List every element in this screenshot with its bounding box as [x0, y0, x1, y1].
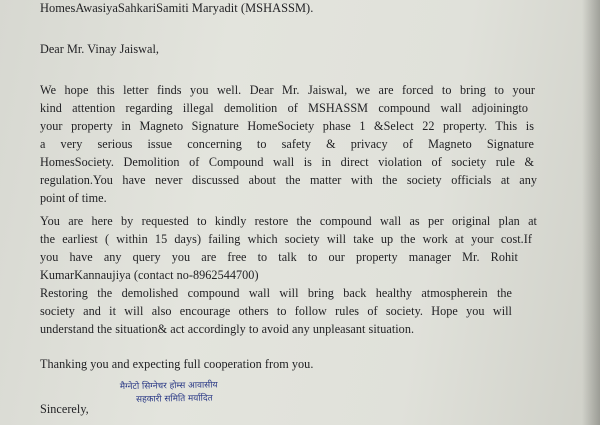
paragraph-line: your property in Magneto Signature HomeSociety phase 1 &Select 22 property. This is [40, 119, 534, 133]
sign-off: Sincerely, [40, 402, 89, 416]
paragraph-line: society and it will also encourage others to follow rules of society. Hope you will [40, 304, 512, 318]
stamp-line: सहकारी समिति मर्यादित [136, 393, 213, 405]
paragraph-line: regulation.You have never discussed about the matter with the society officials at any [40, 173, 537, 187]
paragraph-line: understand the situation& act accordingly to avoid any unpleasant situation. [40, 322, 415, 336]
paragraph-line: point of time. [40, 191, 107, 205]
paragraph-line: Restoring the demolished compound wall will bring back healthy atmospherein the [40, 286, 512, 300]
paragraph-line: you have any query you are free to talk to our property manager Mr. Rohit [40, 250, 518, 264]
paragraph-line: KumarKannaujiya (contact no-8962544700) [40, 268, 259, 282]
closing-line: Thanking you and expecting full cooperation from you. [40, 357, 314, 371]
paragraph-line: kind attention regarding illegal demolition of MSHASSM compound wall adjoiningto [40, 101, 528, 115]
paragraph-line: HomesSociety. Demolition of Compound wall is in direct violation of society rule & [40, 155, 534, 169]
paragraph-line: You are here by requested to kindly restore the compound wall as per original plan at [40, 214, 537, 228]
society-stamp [120, 379, 250, 407]
paragraph-line: a very serious issue concerning to safety & privacy of Magneto Signature [40, 137, 534, 151]
stamp-line: मैग्नेटो सिग्नेचर होम्स आवासीय [119, 380, 218, 393]
paragraph-line: the earliest ( within 15 days) failing which society will take up the work at your cost.If [40, 232, 532, 246]
salutation: Dear Mr. Vinay Jaiswal, [40, 42, 159, 56]
paragraph-line: We hope this letter finds you well. Dear Mr. Jaiswal, we are forced to bring to your [40, 83, 535, 97]
letter-header: HomesAwasiyaSahkariSamiti Maryadit (MSHASSM). [40, 1, 314, 15]
